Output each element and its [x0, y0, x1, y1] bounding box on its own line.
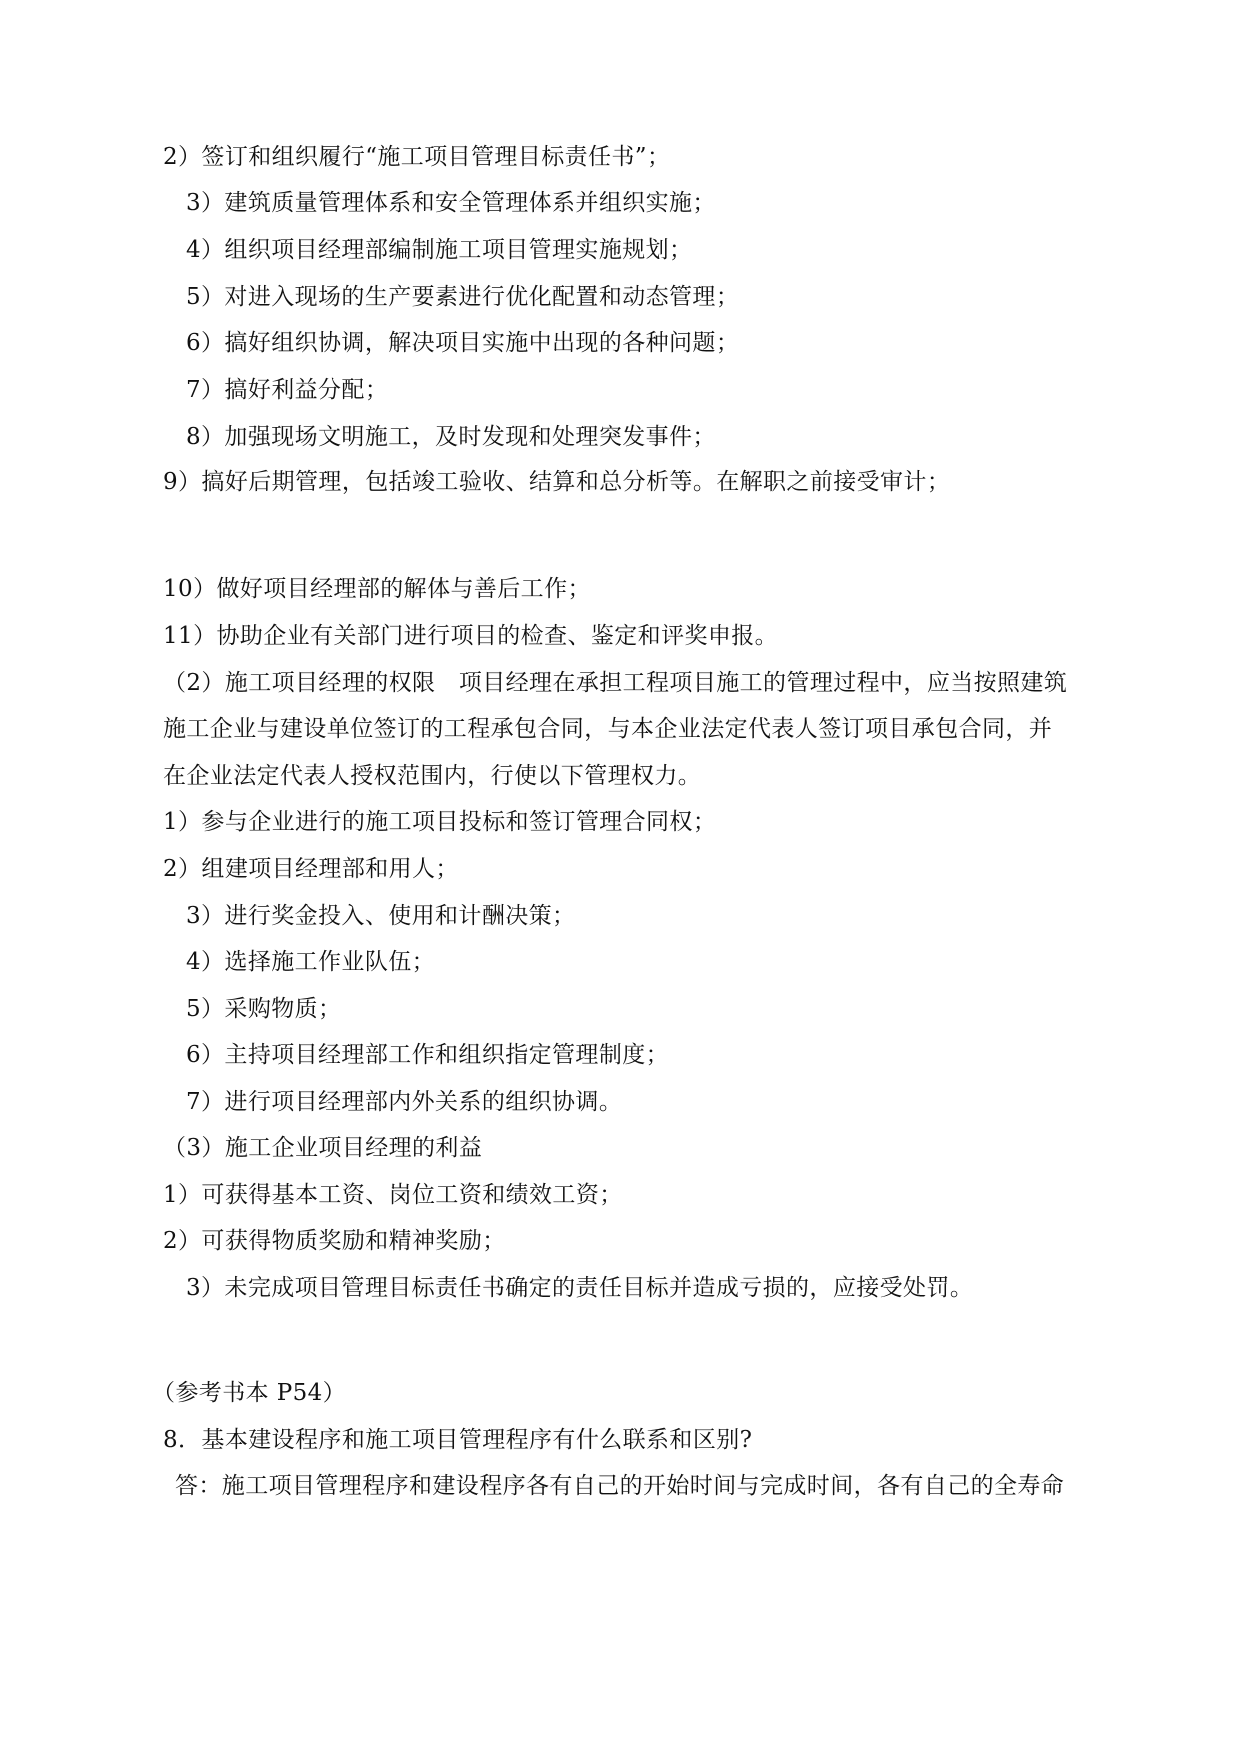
text-line: 11）协助企业有关部门进行项目的检查、鉴定和评奖申报。	[163, 623, 779, 649]
text-line: 3）进行奖金投入、使用和计酬决策；	[186, 903, 576, 929]
text-line: （参考书本 P54）	[152, 1380, 347, 1406]
text-line: 7）进行项目经理部内外关系的组织协调。	[186, 1089, 623, 1115]
text-line: 4）组织项目经理部编制施工项目管理实施规划；	[186, 237, 693, 263]
text-line: 3）未完成项目管理目标责任书确定的责任目标并造成亏损的，应接受处罚。	[186, 1275, 974, 1301]
text-line: 1）可获得基本工资、岗位工资和绩效工资；	[163, 1182, 623, 1208]
text-line: （2）施工项目经理的权限 项目经理在承担工程项目施工的管理过程中，应当按照建筑	[163, 670, 1068, 696]
text-line: 施工企业与建设单位签订的工程承包合同，与本企业法定代表人签订项目承包合同，并	[163, 716, 1053, 742]
text-line: 5）采购物质；	[186, 996, 342, 1022]
text-line: 2）签订和组织履行“施工项目管理目标责任书”；	[163, 144, 671, 170]
text-line: 3）建筑质量管理体系和安全管理体系并组织实施；	[186, 190, 716, 216]
text-line: 6）主持项目经理部工作和组织指定管理制度；	[186, 1042, 670, 1068]
text-line: 5）对进入现场的生产要素进行优化配置和动态管理；	[186, 284, 740, 310]
text-line: 在企业法定代表人授权范围内，行使以下管理权力。	[163, 763, 702, 789]
text-line: 7）搞好利益分配；	[186, 377, 389, 403]
text-line: 8．基本建设程序和施工项目管理程序有什么联系和区别?	[163, 1427, 753, 1453]
text-line: （3）施工企业项目经理的利益	[163, 1135, 483, 1161]
text-line: 10）做好项目经理部的解体与善后工作；	[163, 576, 591, 602]
text-line: 2）可获得物质奖励和精神奖励；	[163, 1228, 506, 1254]
text-line: 9）搞好后期管理，包括竣工验收、结算和总分析等。在解职之前接受审计；	[163, 469, 951, 495]
text-line: 答：施工项目管理程序和建设程序各有自己的开始时间与完成时间，各有自己的全寿命	[175, 1473, 1065, 1499]
text-line: 6）搞好组织协调，解决项目实施中出现的各种问题；	[186, 330, 740, 356]
text-line: 1）参与企业进行的施工项目投标和签订管理合同权；	[163, 809, 717, 835]
text-line: 4）选择施工作业队伍；	[186, 949, 436, 975]
text-line: 2）组建项目经理部和用人；	[163, 856, 459, 882]
text-line: 8）加强现场文明施工，及时发现和处理突发事件；	[186, 424, 716, 450]
